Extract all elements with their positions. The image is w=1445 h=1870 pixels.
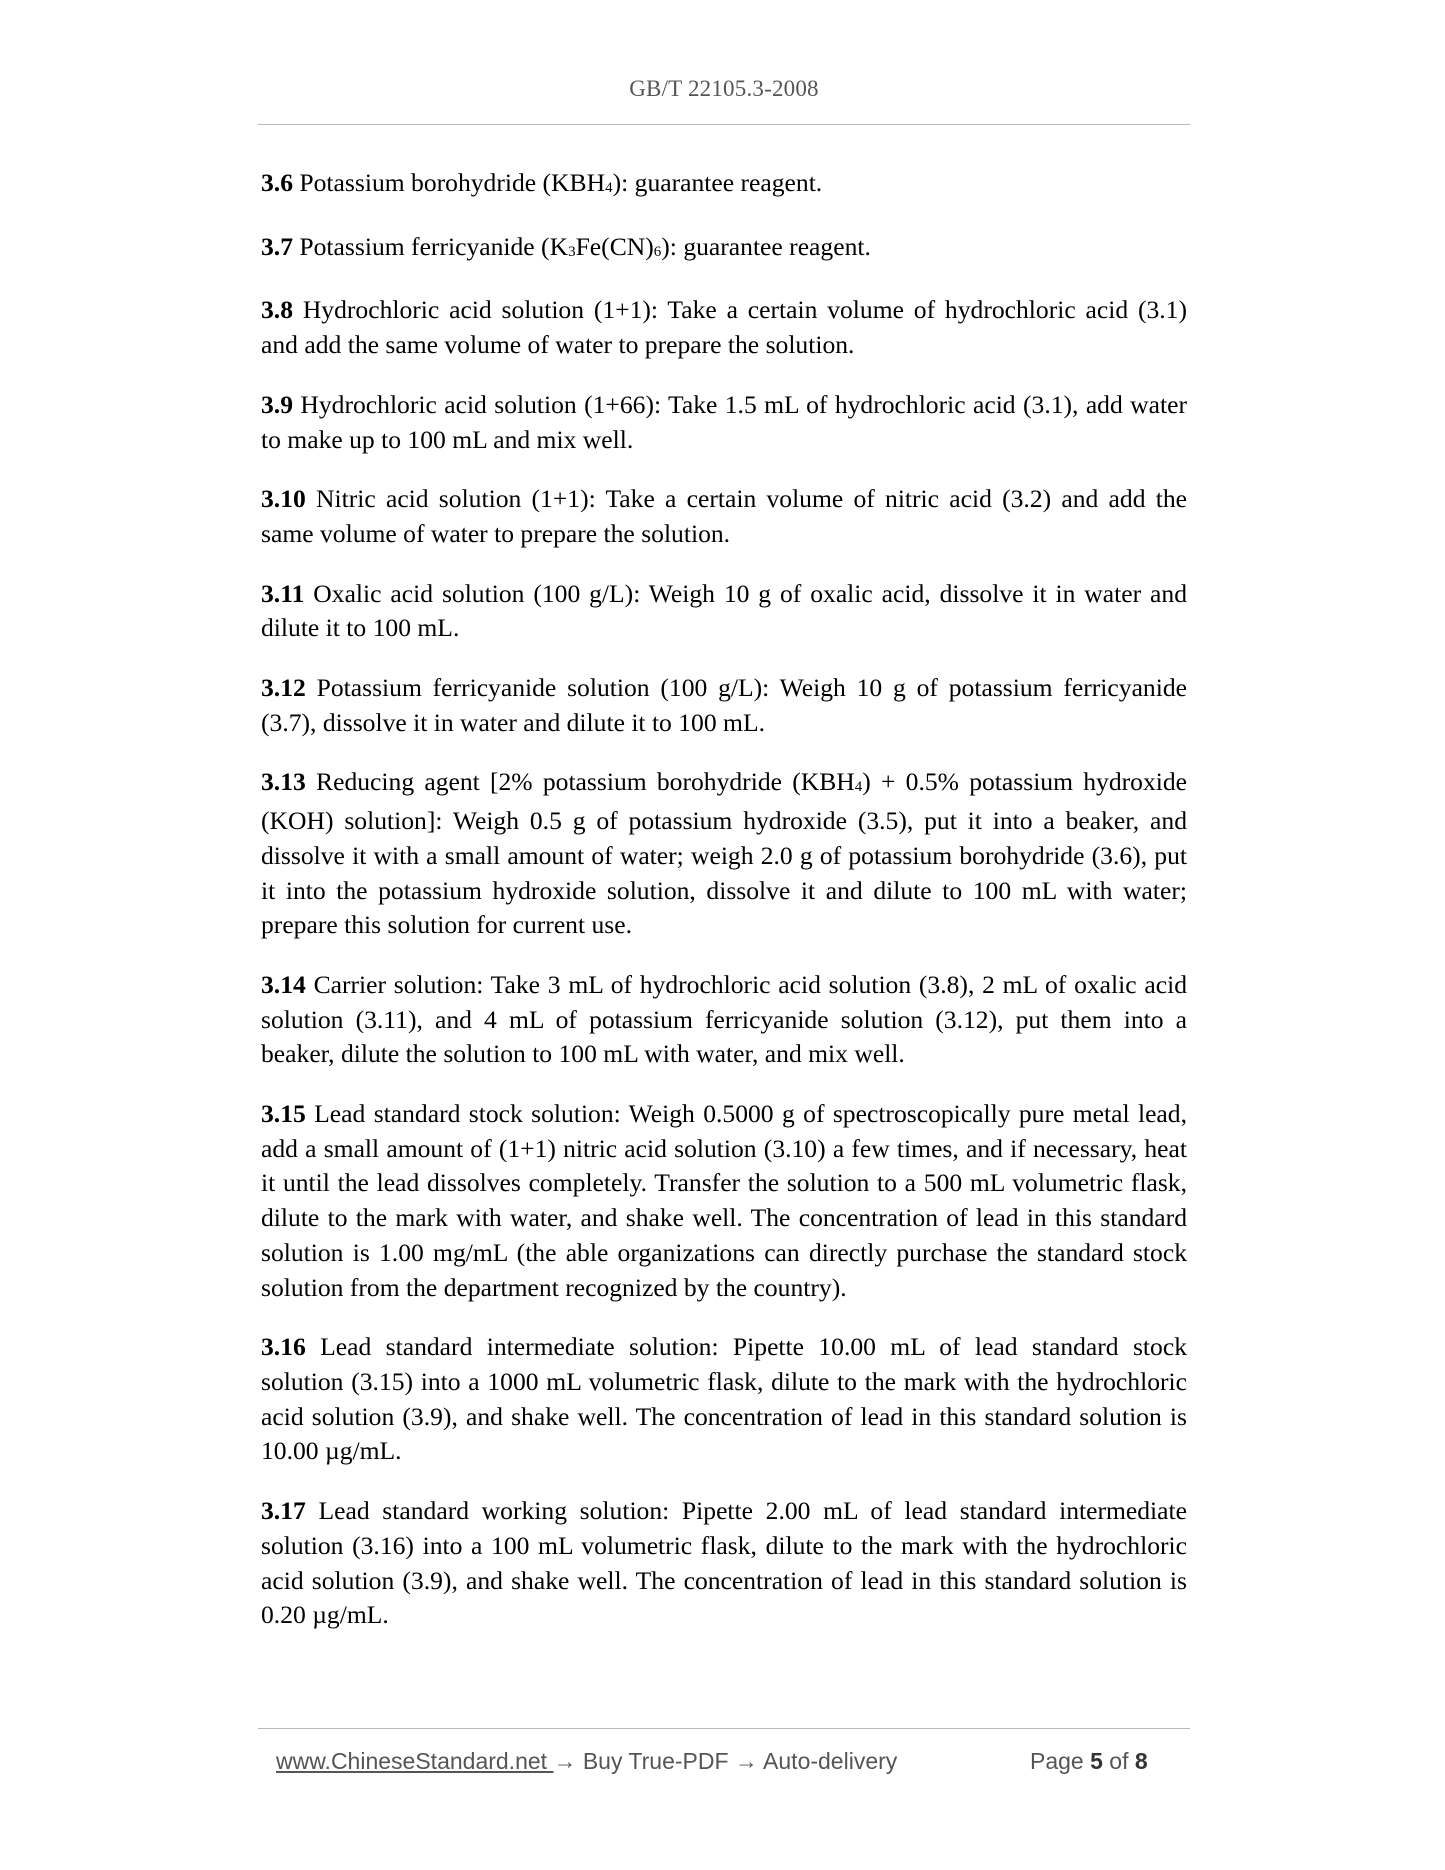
clause-text: Hydrochloric acid solution (1+66): Take 1.5 mL of hydrochloric acid (3.1), add water to make up to 100 mL and mix well.: [261, 389, 1187, 454]
subscript: 6: [653, 243, 662, 260]
clause-text: Reducing agent [2% potassium borohydride (KBH: [316, 767, 855, 797]
arrow-right-icon: →: [553, 1748, 577, 1774]
clause-number: 3.12: [261, 673, 306, 703]
clause-number: 3.11: [261, 578, 305, 608]
clause-3-11: [261, 577, 1187, 646]
clause-text: ): guarantee reagent.: [612, 168, 823, 197]
page-current: 5: [1090, 1748, 1103, 1774]
page-header: [258, 76, 1190, 102]
clause-number: 3.7: [261, 231, 293, 261]
clause-3-16: [261, 1330, 1187, 1469]
clause-3-12: [261, 671, 1187, 740]
clause-3-6: [261, 166, 1187, 205]
page-footer: [276, 1748, 1176, 1775]
arrow-right-icon: →: [734, 1748, 758, 1774]
clause-text: Lead standard intermediate solution: Pipette 10.00 mL of lead standard stock solution (3.15) into a 1000 mL volumetric flask, dilute to the mark with the hydrochloric acid solution (3.9), and shake well. The concentration of lead in this standard solution is 10.00 µg/mL.: [261, 1332, 1187, 1466]
clause-text: ): guarantee reagent.: [661, 231, 871, 261]
document-body: [261, 166, 1187, 1658]
page-number: [1030, 1748, 1148, 1775]
subscript: 4: [605, 180, 613, 196]
page-of: of: [1102, 1748, 1135, 1774]
clause-3-8: [261, 293, 1187, 362]
clause-text: Nitric acid solution (1+1): Take a certain volume of nitric acid (3.2) and add the same volume of water to prepare the solution.: [261, 484, 1187, 548]
clause-3-15: [261, 1097, 1187, 1305]
footer-divider: [258, 1728, 1190, 1729]
clause-3-9: [261, 388, 1187, 457]
clause-text: Carrier solution: Take 3 mL of hydrochloric acid solution (3.8), 2 mL of oxalic acid solution (3.11), and 4 mL of potassium ferricyanide solution (3.12), put them into a beaker, dilute the solution to 100 mL with water, and mix well.: [261, 969, 1187, 1069]
clause-text: Potassium borohydride (KBH: [299, 168, 606, 197]
clause-text: Fe(CN): [575, 231, 654, 261]
website-link[interactable]: www.ChineseStandard.net: [276, 1748, 554, 1774]
clause-number: 3.17: [261, 1496, 306, 1526]
standard-id: GB/T 22105.3-2008: [629, 76, 819, 101]
clause-text: Hydrochloric acid solution (1+1): Take a certain volume of hydrochloric acid (3.1) and add the same volume of water to prepare the solution.: [261, 295, 1187, 360]
clause-3-17: [261, 1494, 1187, 1633]
clause-text: Potassium ferricyanide solution (100 g/L): Weigh 10 g of potassium ferricyanide (3.7), dissolve it in water and dilute it to 100 mL.: [261, 673, 1187, 737]
subscript: 4: [854, 779, 863, 796]
clause-text: Lead standard working solution: Pipette 2.00 mL of lead standard intermediate solution (3.16) into a 100 mL volumetric flask, dilute to the mark with the hydrochloric acid solution (3.9), and shake well. The concentration of lead in this standard solution is 0.20 µg/mL.: [261, 1496, 1187, 1630]
clause-number: 3.8: [261, 295, 293, 325]
buy-pdf-text: Buy True-PDF: [576, 1748, 735, 1774]
clause-number: 3.16: [261, 1332, 306, 1362]
clause-3-10: [261, 482, 1187, 551]
clause-text: Potassium ferricyanide (K: [299, 231, 569, 261]
clause-3-13: [261, 765, 1187, 943]
clause-number: 3.9: [261, 389, 293, 419]
page-total: 8: [1134, 1748, 1148, 1774]
clause-number: 3.6: [261, 168, 293, 197]
clause-text: Oxalic acid solution (100 g/L): Weigh 10 g of oxalic acid, dissolve it in water and dilute it to 100 mL.: [261, 578, 1187, 643]
clause-number: 3.13: [261, 767, 306, 797]
clause-text: ) + 0.5% potassium hydroxide (KOH) solution]: Weigh 0.5 g of potassium hydroxide (3.5), put it into a beaker, and dissolve it with a small amount of water; weigh 2.0 g of potassium borohydride (3.6), put it into the potassium hydroxide solution, dissolve it and dilute to 100 mL with water; prepare this solution for current use.: [261, 767, 1188, 940]
clause-number: 3.15: [261, 1099, 306, 1129]
clause-text: Lead standard stock solution: Weigh 0.5000 g of spectroscopically pure metal lead, add a small amount of (1+1) nitric acid solution (3.10) a few times, and if necessary, heat it until the lead dissolves completely. Transfer the solution to a 500 mL volumetric flask, dilute to the mark with water, and shake well. The concentration of lead in this standard solution is 1.00 mg/mL (the able organizations can directly purchase the standard stock solution from the department recognized by the country).: [261, 1099, 1187, 1302]
clause-number: 3.14: [261, 969, 306, 999]
clause-number: 3.10: [261, 484, 306, 514]
header-divider: [258, 124, 1190, 125]
clause-3-14: [261, 968, 1187, 1072]
page-label: Page: [1030, 1748, 1091, 1774]
clause-3-7: [261, 230, 1187, 269]
subscript: 3: [568, 243, 576, 260]
auto-delivery-text: Auto-delivery: [757, 1748, 898, 1774]
